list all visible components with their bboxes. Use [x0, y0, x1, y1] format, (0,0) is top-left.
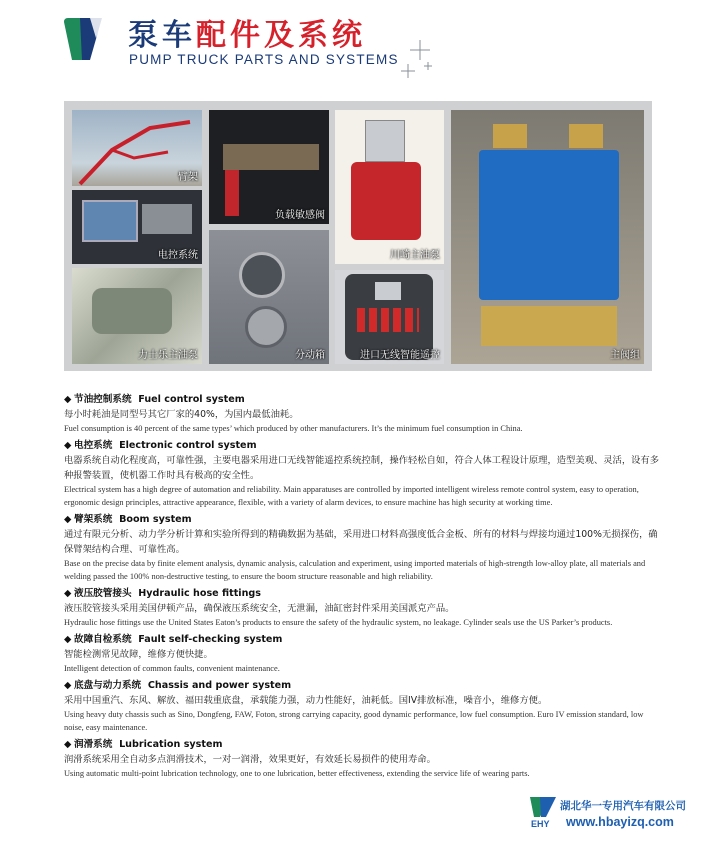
diamond-bullet-icon: ◆ — [64, 634, 72, 645]
section-electronic-control — [64, 438, 664, 509]
diamond-bullet-icon: ◆ — [64, 514, 72, 525]
photo-rexroth-pump — [72, 268, 202, 364]
section-en-title: Fault self-checking system — [138, 634, 283, 645]
photo-main-valve — [451, 110, 644, 364]
section-cn-title: 臂架系统 — [74, 514, 113, 525]
section-fuel-control — [64, 392, 664, 435]
valve-brass-base — [481, 306, 617, 346]
section-heading — [64, 586, 664, 601]
section-heading — [64, 438, 664, 453]
photo-remote-control — [335, 270, 444, 364]
caption-kawasaki-pump: 川崎主油泵 — [390, 250, 440, 261]
valve-block — [223, 144, 319, 170]
footer-logo-text: EHY — [531, 819, 550, 829]
gearbox-flange — [245, 306, 287, 348]
section-hydraulic-hose — [64, 586, 664, 629]
caption-pump-a: 力士乐主油泵 — [138, 350, 198, 361]
title-part-red: 配件及系统 — [196, 18, 366, 53]
section-cn-text: 每小时耗油是同型号其它厂家的40%，为国内最低油耗。 — [64, 409, 299, 420]
section-cn-title: 液压胶管接头 — [74, 588, 132, 599]
section-heading — [64, 392, 664, 407]
diamond-bullet-icon: ◆ — [64, 588, 72, 599]
valve-top-right — [569, 124, 603, 148]
caption-remote: 进口无线智能遥控 — [360, 350, 440, 361]
section-lubrication — [64, 737, 664, 780]
pump-red-housing — [351, 162, 421, 240]
pump-valve-head — [365, 120, 405, 162]
remote-buttons — [357, 308, 419, 332]
section-cn-title: 故障自检系统 — [74, 634, 132, 645]
section-cn-text: 采用中国重汽、东风、解放、福田载重底盘，承载能力强，动力性能好，油耗低。国IV排放标准，噪音小，维修方便。 — [64, 695, 548, 706]
section-cn-text: 润滑系统采用全自动多点润滑技术，一对一润滑，效果更好，有效延长易损件的使用寿命。 — [64, 754, 436, 765]
section-en-text: Using heavy duty chassis such as Sino, Dongfeng, FAW, Foton, strong carrying capacity, good dynamic performance, low fuel consumption. Euro IV emission standard, low noise, easy maintenance. — [64, 710, 644, 732]
photo-gearbox — [209, 230, 329, 364]
control-panel — [142, 204, 192, 234]
section-en-title: Electronic control system — [119, 440, 257, 451]
section-heading — [64, 512, 664, 527]
page-header — [0, 0, 714, 90]
photo-boom — [72, 110, 202, 186]
section-cn-text: 液压胶管接头采用美国伊顿产品，确保液压系统安全，无泄漏，油缸密封件采用美国派克产品。 — [64, 603, 455, 614]
section-fault-check — [64, 632, 664, 675]
diamond-bullet-icon: ◆ — [64, 440, 72, 451]
footer-website-link[interactable]: www.hbayizq.com — [566, 815, 674, 829]
diamond-bullet-icon: ◆ — [64, 394, 72, 405]
section-cn-title: 底盘与动力系统 — [74, 680, 142, 691]
section-cn-title: 润滑系统 — [74, 739, 113, 750]
spec-sections — [64, 392, 664, 783]
section-en-text: Intelligent detection of common faults, convenient maintenance. — [64, 664, 280, 673]
section-en-title: Hydraulic hose fittings — [138, 588, 261, 599]
valve-top-left — [493, 124, 527, 148]
photo-kawasaki-pump — [335, 110, 444, 264]
section-en-title: Fuel control system — [138, 394, 245, 405]
section-en-title: Chassis and power system — [147, 680, 292, 691]
section-en-text: Using automatic multi-point lubrication technology, one to one lubrication, better effectiveness, extending the service life of wearing parts. — [64, 769, 530, 778]
section-heading — [64, 632, 664, 647]
control-screen — [82, 200, 138, 242]
caption-gearbox: 分动箱 — [295, 350, 325, 361]
section-chassis-power — [64, 678, 664, 734]
caption-main-valve: 主阀组 — [610, 350, 640, 361]
section-heading — [64, 737, 664, 752]
title-part-black: 泵车 — [128, 18, 196, 53]
page-subtitle: PUMP TRUCK PARTS AND SYSTEMS — [129, 52, 399, 67]
section-cn-text: 智能检测常见故障，维修方便快捷。 — [64, 649, 213, 660]
section-boom — [64, 512, 664, 583]
diamond-bullet-icon: ◆ — [64, 680, 72, 691]
page-title — [128, 10, 366, 54]
section-en-text: Base on the precise data by finite element analysis, dynamic analysis, calculation and experiment, using imported materials of high-strength low-alloy plate, all materials and welding passed the 100% non-destructive testing, to ensure the boom structure reasonable and high reliability. — [64, 559, 646, 581]
pump-body — [92, 288, 172, 334]
caption-electric: 电控系统 — [158, 250, 198, 261]
section-en-title: Boom system — [119, 514, 192, 525]
section-cn-text: 电器系统自动化程度高，可靠性强，主要电器采用进口无线智能遥控系统控制，操作轻松自如，符合人体工程设计原理，造型美观、灵活，设有多种报警装置，使机器工作时具有极高的安全性。 — [64, 455, 660, 481]
valve-blue-block — [479, 150, 619, 300]
sparkle-decoration-icon — [398, 38, 438, 80]
valve-red-part — [225, 170, 239, 216]
section-en-title: Lubrication system — [119, 739, 223, 750]
product-photo-gallery — [64, 101, 652, 371]
section-cn-text: 通过有限元分析、动力学分析计算和实验所得到的精确数据为基础，采用进口材料高强度低合金板、所有的材料与焊接均通过100%无损探伤，确保臂架结构合理、可靠性高。 — [64, 529, 658, 555]
section-cn-title: 节油控制系统 — [74, 394, 132, 405]
diamond-bullet-icon: ◆ — [64, 739, 72, 750]
section-en-text: Hydraulic hose fittings use the United States Eaton’s products to ensure the safety of the hydraulic system, no leakage. Cylinder seals use the US Parker’s products. — [64, 618, 613, 627]
caption-boom: 臂架 — [178, 172, 198, 183]
section-heading — [64, 678, 664, 693]
section-en-text: Fuel consumption is 40 percent of the same types’ which produced by other manufacturers. It’s the minimum fuel consumption in China. — [64, 424, 523, 433]
photo-load-valve — [209, 110, 329, 224]
footer-company-name: 湖北华一专用汽车有限公司 — [560, 800, 686, 812]
remote-display — [375, 282, 401, 300]
gearbox-shaft — [239, 252, 285, 298]
section-en-text: Electrical system has a high degree of automation and reliability. Main apparatuses are controlled by imported intelligent wireless remote control system, easy to operation, ergonomic design principles, attractive appearance, flexible, with a variety of alarm devices, to ensure machine has high security at working time. — [64, 485, 639, 507]
footer-logo-icon — [528, 793, 558, 819]
photo-electric-control — [72, 190, 202, 264]
section-cn-title: 电控系统 — [74, 440, 113, 451]
caption-load-valve: 负载敏感阀 — [275, 210, 325, 221]
company-logo-icon — [60, 14, 106, 62]
